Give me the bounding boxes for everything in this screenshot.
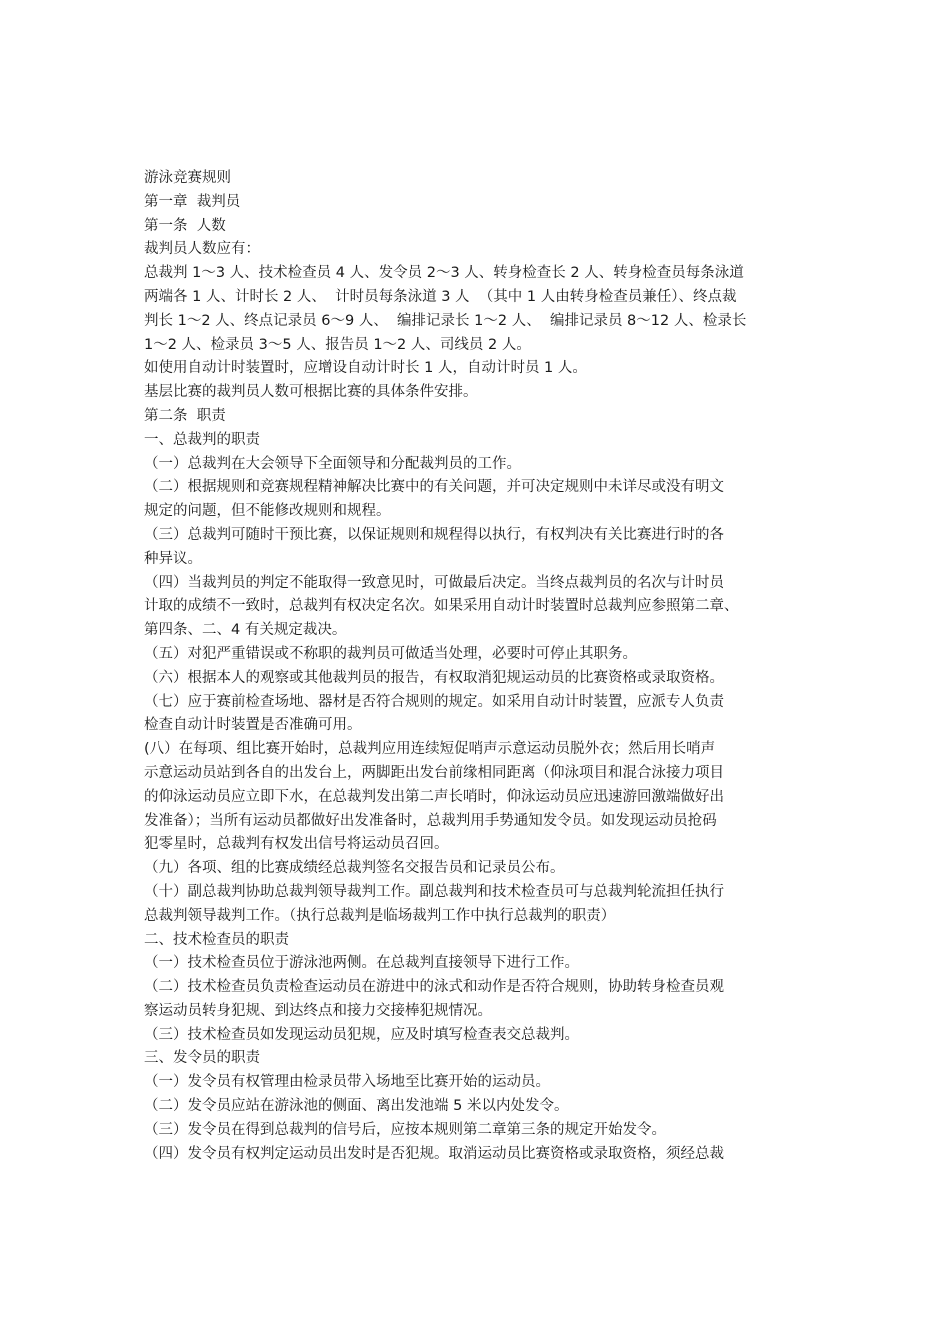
text-line: 检查自动计时装置是否准确可用。 [144, 717, 362, 734]
text-line: 察运动员转身犯规、到达终点和接力交接棒犯规情况。 [144, 1002, 492, 1019]
chapter-heading: 第一章 裁判员 [144, 193, 241, 210]
text-line: （四）发令员有权判定运动员出发时是否犯规。取消运动员比赛资格或录取资格，须经总裁 [144, 1145, 724, 1162]
section-heading: 二、技术检查员的职责 [144, 931, 289, 948]
text-line: （五）对犯严重错误或不称职的裁判员可做适当处理，必要时可停止其职务。 [144, 645, 637, 662]
text-line: 1～2 人、检录员 3～5 人、报告员 1～2 人、司线员 2 人。 [144, 336, 531, 353]
text-line: （一）技术检查员位于游泳池两侧。在总裁判直接领导下进行工作。 [144, 955, 579, 972]
text-line: （一）发令员有权管理由检录员带入场地至比赛开始的运动员。 [144, 1074, 550, 1091]
text-line: 计取的成绩不一致时，总裁判有权决定名次。如果采用自动计时装置时总裁判应参照第二章、 [144, 598, 739, 615]
section-heading: 三、发令员的职责 [144, 1050, 260, 1067]
text-line: 第四条、二、4 有关规定裁决。 [144, 622, 347, 639]
text-line: （四）当裁判员的判定不能取得一致意见时，可做最后决定。当终点裁判员的名次与计时员 [144, 574, 724, 591]
text-line: （九）各项、组的比赛成绩经总裁判签名交报告员和记录员公布。 [144, 860, 565, 877]
text-line: 规定的问题，但不能修改规则和规程。 [144, 503, 391, 520]
doc-title: 游泳竞赛规则 [144, 170, 231, 186]
text-line: （二）根据规则和竞赛规程精神解决比赛中的有关问题，并可决定规则中未详尽或没有明文 [144, 479, 724, 496]
article-heading: 第一条 人数 [144, 217, 226, 234]
text-line: 总裁判领导裁判工作。（执行总裁判是临场裁判工作中执行总裁判的职责） [144, 907, 616, 924]
document-page [144, 167, 809, 1166]
text-line: 示意运动员站到各自的出发台上，两脚距出发台前缘相同距离（仰泳项目和混合泳接力项目 [144, 764, 724, 781]
text-line: （六）根据本人的观察或其他裁判员的报告，有权取消犯规运动员的比赛资格或录取资格。 [144, 669, 724, 686]
text-line: 种异议。 [144, 550, 202, 567]
text-line: （二）发令员应站在游泳池的侧面、离出发池端 5 米以内处发令。 [144, 1098, 569, 1115]
text-line: 裁判员人数应有： [144, 241, 260, 258]
text-line: 两端各 1 人、计时长 2 人、 计时员每条泳道 3 人 （其中 1 人由转身检查员兼任）、终点裁 [144, 288, 737, 305]
text-line: 犯零星时，总裁判有权发出信号将运动员召回。 [144, 836, 449, 853]
text-line: 基层比赛的裁判员人数可根据比赛的具体条件安排。 [144, 384, 478, 401]
section-heading: 一、总裁判的职责 [144, 431, 260, 448]
text-line: 判长 1～2 人、终点记录员 6～9 人、 编排记录长 1～2 人、 编排记录员 8～12 人、检录长 [144, 312, 747, 329]
text-line: (八）在每项、组比赛开始时，总裁判应用连续短促哨声示意运动员脱外衣；然后用长哨声 [144, 741, 716, 758]
text-line: （一）总裁判在大会领导下全面领导和分配裁判员的工作。 [144, 455, 521, 472]
text-line: （七）应于赛前检查场地、器材是否符合规则的规定。如采用自动计时装置，应派专人负责 [144, 693, 724, 710]
text-line: 如使用自动计时装置时，应增设自动计时长 1 人，自动计时员 1 人。 [144, 360, 587, 377]
text-line: （十）副总裁判协助总裁判领导裁判工作。副总裁判和技术检查员可与总裁判轮流担任执行 [144, 883, 724, 900]
text-line: （二）技术检查员负责检查运动员在游进中的泳式和动作是否符合规则，协助转身检查员观 [144, 979, 724, 996]
text-line: 总裁判 1～3 人、技术检查员 4 人、发令员 2～3 人、转身检查长 2 人、转身检查员每条泳道 [144, 265, 744, 282]
text-line: 发准备）；当所有运动员都做好出发准备时，总裁判用手势通知发令员。如发现运动员抢码 [144, 812, 717, 829]
text-line: （三）发令员在得到总裁判的信号后，应按本规则第二章第三条的规定开始发令。 [144, 1121, 666, 1138]
article-heading: 第二条 职责 [144, 407, 226, 424]
text-line: （三）总裁判可随时干预比赛，以保证规则和规程得以执行，有权判决有关比赛进行时的各 [144, 526, 724, 543]
text-line: （三）技术检查员如发现运动员犯规，应及时填写检查表交总裁判。 [144, 1026, 579, 1043]
text-line: 的仰泳运动员应立即下水，在总裁判发出第二声长哨时，仰泳运动员应迅速游回激端做好出 [144, 788, 724, 805]
